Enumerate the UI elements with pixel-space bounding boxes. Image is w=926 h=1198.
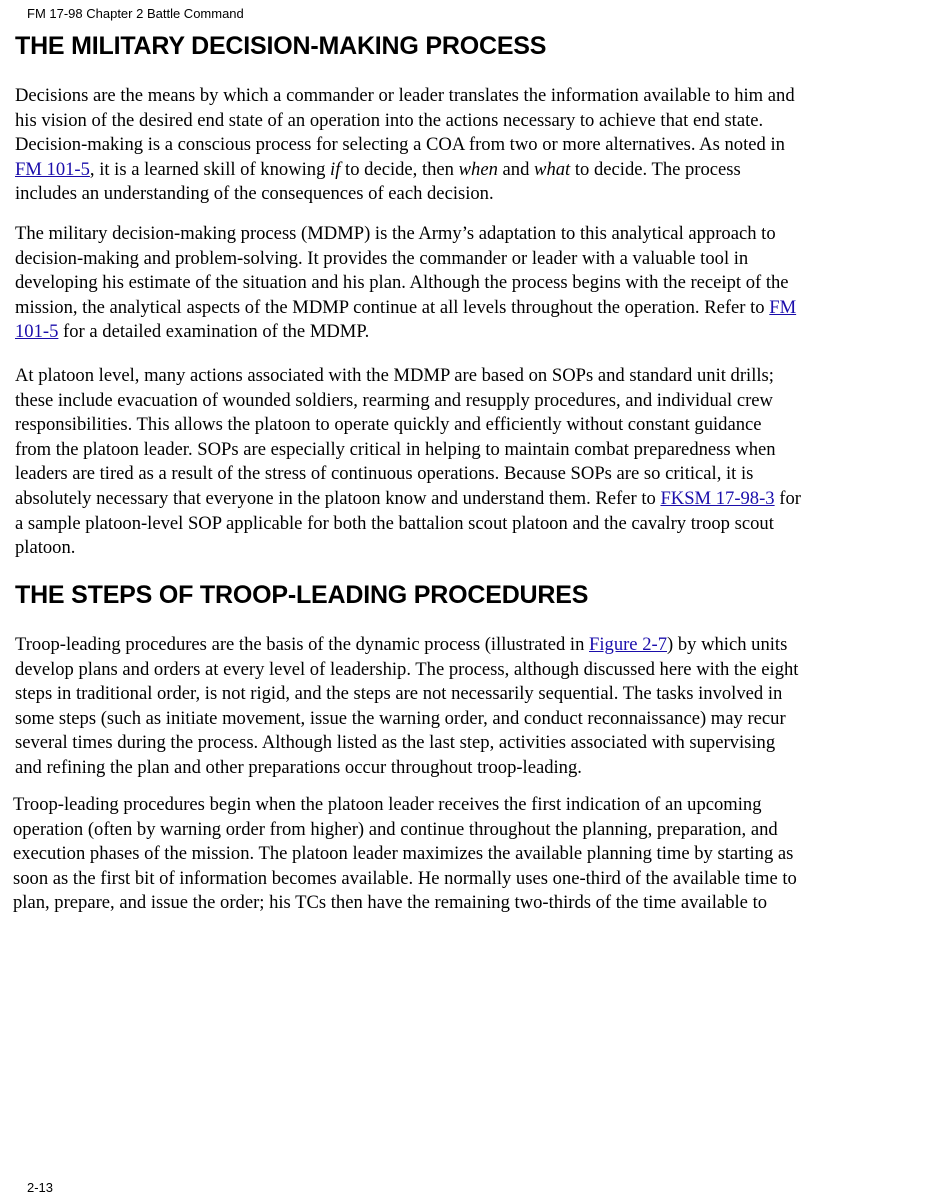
text-line: a sample platoon-level SOP applicable for both the battalion scout platoon and the cavalry troop scout — [15, 512, 774, 534]
text-run: absolutely necessary that everyone in the platoon know and understand them. Refer to — [15, 487, 661, 509]
text-line — [15, 158, 912, 183]
text-line: steps in traditional order, is not rigid, and the steps are not necessarily sequential. The tasks involved in — [15, 683, 783, 705]
text-line: from the platoon leader. SOPs are especially critical in helping to maintain combat preparedness when — [15, 438, 776, 460]
text-line: soon as the first bit of information becomes available. He normally uses one-third of the available time to — [13, 867, 797, 889]
text-line: leaders are tired as a result of the stress of continuous operations. Because SOPs are so critical, it is — [15, 463, 754, 485]
text-line: platoon. — [15, 537, 76, 559]
text-run-italic: what — [534, 158, 571, 180]
text-line: Decision-making is a conscious process for selecting a COA from two or more alternatives. As noted in — [15, 134, 785, 156]
text-run-italic: if — [330, 158, 341, 180]
running-header: FM 17-98 Chapter 2 Battle Command — [27, 6, 244, 21]
paragraph-troop-leading-basis — [15, 633, 912, 781]
text-run: , it is a learned skill of knowing — [89, 158, 331, 180]
text-line: execution phases of the mission. The platoon leader maximizes the available planning time by starting as — [13, 843, 794, 865]
text-line: The military decision-making process (MDMP) is the Army’s adaptation to this analytical approach to — [15, 223, 776, 244]
text-line: these include evacuation of wounded soldiers, rearming and resupply procedures, and individual crew — [15, 389, 773, 411]
text-run: to decide. The process — [570, 158, 741, 180]
text-line: Decisions are the means by which a commander or leader translates the information available to him and — [15, 85, 795, 106]
text-line: develop plans and orders at every level of leadership. The process, although discussed here with the eight — [15, 658, 799, 680]
section-heading-mdmp: THE MILITARY DECISION-MAKING PROCESS — [15, 32, 547, 60]
text-line: Troop-leading procedures begin when the platoon leader receives the first indication of an upcoming — [13, 794, 762, 815]
link-fksm-17-98-3[interactable]: FKSM 17-98-3 — [660, 487, 775, 509]
text-line: some steps (such as initiate movement, issue the warning order, and conduct reconnaissance) may recur — [15, 707, 786, 729]
text-run: for a detailed examination of the MDMP. — [58, 321, 370, 343]
text-line: decision-making and problem-solving. It provides the commander or leader with a valuable tool in — [15, 247, 749, 269]
paragraph-mdmp-definition — [15, 222, 912, 345]
page-number: 2-13 — [27, 1180, 54, 1195]
link-fm-101-5-start[interactable]: FM — [769, 296, 797, 318]
text-line — [15, 487, 912, 512]
text-line: responsibilities. This allows the platoon to operate quickly and efficiently without constant guidance — [15, 414, 762, 436]
section-heading-troop-leading: THE STEPS OF TROOP-LEADING PROCEDURES — [15, 581, 589, 609]
text-run: to decide, then — [340, 158, 459, 180]
text-run: for — [774, 487, 801, 509]
link-fm-101-5-end[interactable]: 101-5 — [15, 321, 59, 343]
text-line: operation (often by warning order from higher) and continue throughout the planning, preparation, and — [13, 818, 778, 840]
link-figure-2-7[interactable]: Figure 2-7 — [589, 634, 667, 655]
paragraph-troop-leading-begin — [13, 793, 910, 916]
text-line: developing his estimate of the situation and his plan. Although the process begins with the receipt of the — [15, 272, 789, 294]
text-line: At platoon level, many actions associated with the MDMP are based on SOPs and standard unit drills; — [15, 365, 774, 386]
text-line: plan, prepare, and issue the order; his TCs then have the remaining two-thirds of the time available to — [13, 892, 768, 914]
text-line: several times during the process. Although listed as the last step, activities associated with supervising — [15, 732, 776, 754]
text-line: and refining the plan and other preparations occur throughout troop-leading. — [15, 756, 582, 778]
text-line: includes an understanding of the consequences of each decision. — [15, 183, 494, 205]
paragraph-platoon-level — [15, 364, 912, 561]
text-run: mission, the analytical aspects of the MDMP continue at all levels throughout the operation. Refer to — [15, 296, 770, 318]
text-line — [15, 633, 912, 658]
text-run: and — [497, 158, 535, 180]
text-line — [15, 296, 912, 321]
text-run: ) by which units — [667, 634, 788, 655]
paragraph-decisions — [15, 84, 912, 207]
text-line — [15, 320, 912, 345]
link-fm-101-5[interactable]: FM 101-5 — [15, 158, 90, 180]
text-line: his vision of the desired end state of an operation into the actions necessary to achieve that end state. — [15, 109, 764, 131]
text-run: Troop-leading procedures are the basis of the dynamic process (illustrated in — [15, 634, 590, 655]
text-run-italic: when — [458, 158, 498, 180]
